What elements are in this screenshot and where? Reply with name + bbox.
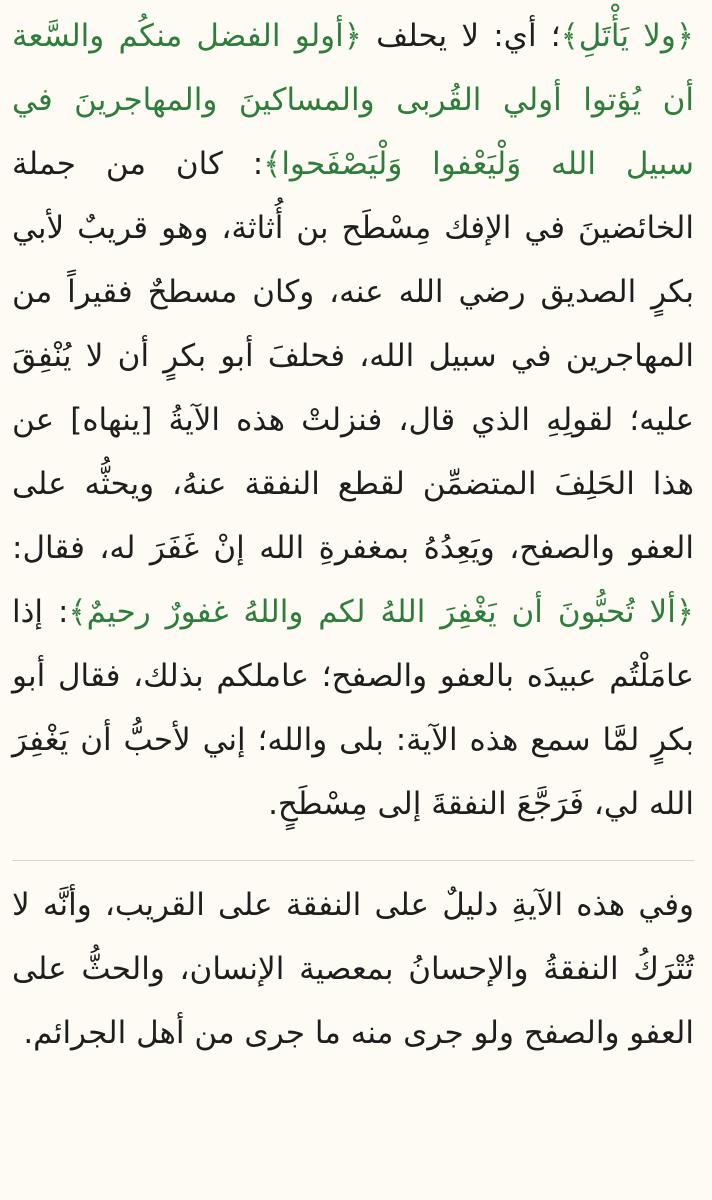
tafsir-paragraph-2: وفي هذه الآيةِ دليلٌ على النفقة على القريب، وأنَّه لا تُتْرَكُ النفقةُ والإحسانُ بمعصية الإنسان، والحثُّ على العفو والصفح ولو جرى منه ما جرى من أهل الجرائم. <box>12 887 694 1051</box>
section-divider <box>12 860 694 861</box>
quran-quote-1: ﴿ولا يَأْتَلِ﴾ <box>560 18 694 54</box>
commentary-text-1: ؛ أي: لا يحلف <box>361 18 561 54</box>
commentary-text-2: : كان من جملة الخائضينَ في الإفك مِسْطَح بن أُثاثة، وهو قريبٌ لأبي بكرٍ الصديق رضي الله عنه، وكان مسطحٌ فقيراً من المهاجرين في سبيل الله، فحلفَ أبو بكرٍ أن لا يُنْفِقَ عليه؛ لقولِهِ الذي قال، فنزلتْ هذه الآيةُ [ينهاه] عن هذا الحَلِفَ المتضمِّن لقطع النفقة عنهُ، ويحثُّه على العفو والصفح، ويَعِدُهُ بمغفرةِ الله إنْ غَفَرَ له، فقال: <box>12 146 694 566</box>
tafsir-paragraph-1 <box>12 0 694 836</box>
commentary-text-3: : إذا عامَلْتُم عبيدَه بالعفو والصفح؛ عاملكم بذلك، فقال أبو بكرٍ لمَّا سمع هذه الآية: بلى والله؛ إني لأحبُّ أن يَغْفِرَ الله لي، فَرَجَّعَ النفقةَ إلى مِسْطَحٍ. <box>12 594 694 822</box>
quran-quote-2: ﴿أولو الفضل منكُم والسَّعة أن يُؤتوا أولي القُربى والمساكينَ والمهاجرينَ في سبيل الله وَلْيَعْفوا وَلْيَصْفَحوا﴾ <box>12 18 694 182</box>
quran-quote-3: ﴿ألا تُحبُّونَ أن يَغْفِرَ اللهُ لكم واللهُ غفورٌ رحيمٌ﴾ <box>68 594 694 630</box>
